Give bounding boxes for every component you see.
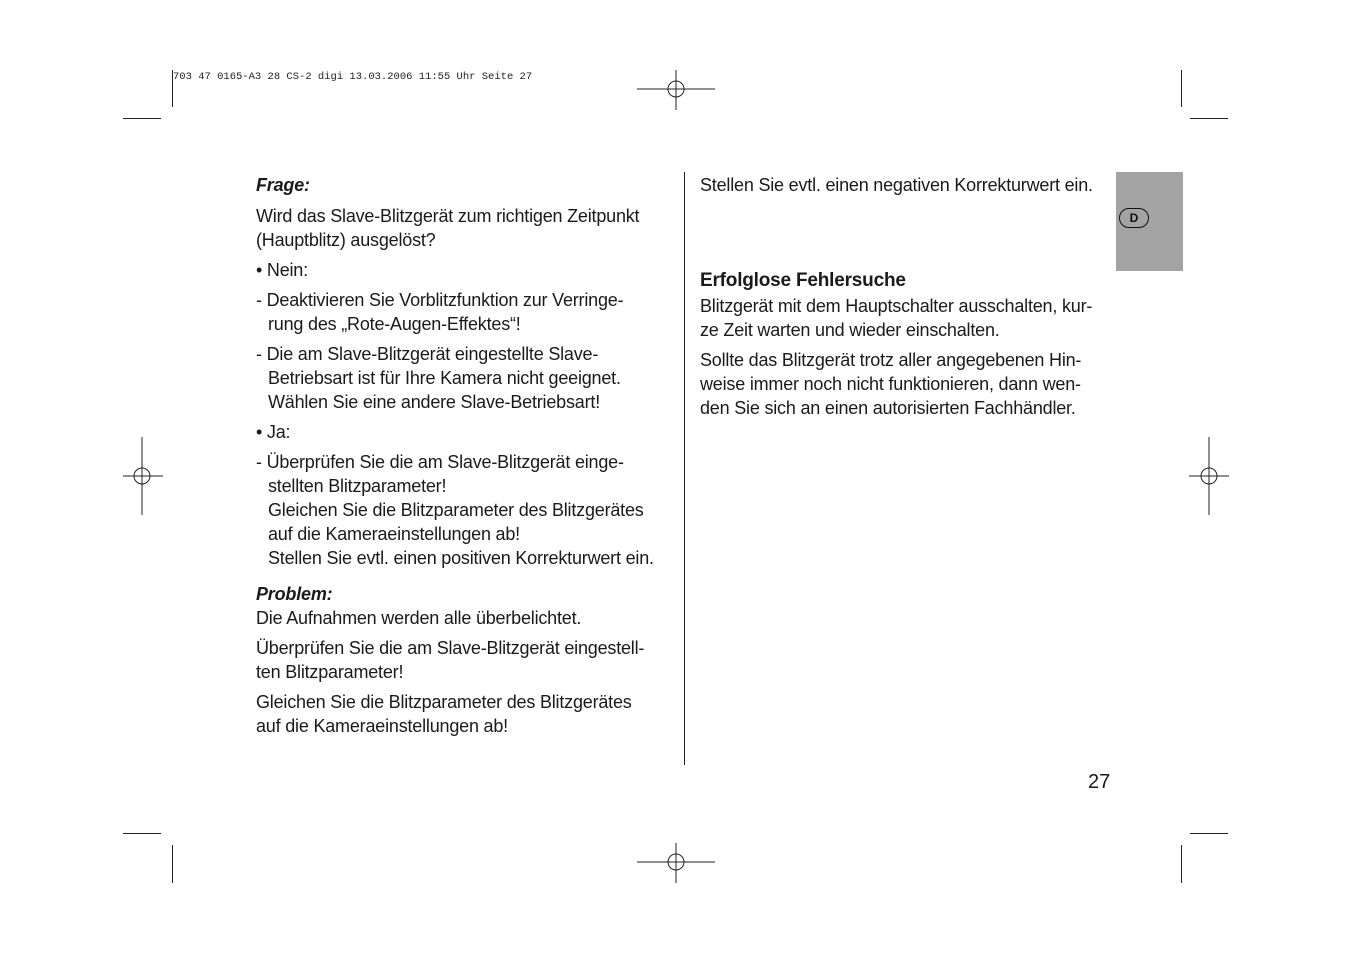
crop-mark	[1190, 118, 1228, 119]
paragraph-line: weise immer noch nicht funktionieren, dann wen-	[700, 374, 1081, 394]
paragraph-line: den Sie sich an einen autorisierten Fachhändler.	[700, 398, 1076, 418]
list-item-line: rung des „Rote-Augen-Effektes“!	[268, 314, 521, 334]
page-number: 27	[1088, 771, 1111, 793]
crop-mark	[1181, 845, 1182, 883]
answer-ja: • Ja:	[256, 422, 291, 442]
registration-mark-top	[637, 70, 715, 110]
negative-correction-text: Stellen Sie evtl. einen negativen Korrekturwert ein.	[700, 175, 1093, 195]
paragraph-line: Blitzgerät mit dem Hauptschalter ausschalten, kur-	[700, 296, 1093, 316]
list-item-line: Gleichen Sie die Blitzparameter des Blitzgerätes	[268, 500, 644, 520]
list-item-line: - Überprüfen Sie die am Slave-Blitzgerät einge-	[256, 452, 624, 472]
section-heading: Erfolglose Fehlersuche	[700, 270, 906, 291]
crop-mark	[123, 118, 161, 119]
list-item-line: auf die Kameraeinstellungen ab!	[268, 524, 520, 544]
list-item-line: Betriebsart ist für Ihre Kamera nicht geeignet.	[268, 368, 621, 388]
list-item-line: Wählen Sie eine andere Slave-Betriebsart!	[268, 392, 600, 412]
column-divider	[684, 172, 685, 765]
paragraph-line: Sollte das Blitzgerät trotz aller angegebenen Hin-	[700, 350, 1082, 370]
list-item-line: - Deaktivieren Sie Vorblitzfunktion zur Verringe-	[256, 290, 624, 310]
right-column	[700, 172, 1115, 420]
crop-mark	[1190, 833, 1228, 834]
crop-mark	[123, 833, 161, 834]
crop-mark	[172, 845, 173, 883]
registration-mark-left	[123, 437, 163, 515]
crop-mark	[172, 70, 173, 107]
language-badge: D	[1119, 208, 1149, 228]
registration-mark-bottom	[637, 843, 715, 883]
list-item-line: stellten Blitzparameter!	[268, 476, 447, 496]
list-item-line: Stellen Sie evtl. einen positiven Korrekturwert ein.	[268, 548, 654, 568]
crop-mark	[1181, 70, 1182, 107]
problem-label: Problem:	[256, 584, 333, 604]
check-text-line: Überprüfen Sie die am Slave-Blitzgerät eingestell-	[256, 638, 645, 658]
left-column	[256, 172, 676, 738]
problem-text: Die Aufnahmen werden alle überbelichtet.	[256, 608, 582, 628]
frage-text-line: Wird das Slave-Blitzgerät zum richtigen Zeitpunkt	[256, 206, 640, 226]
registration-mark-right	[1189, 437, 1229, 515]
list-item-line: - Die am Slave-Blitzgerät eingestellte Slave-	[256, 344, 599, 364]
match-text-line: auf die Kameraeinstellungen ab!	[256, 716, 508, 736]
match-text-line: Gleichen Sie die Blitzparameter des Blitzgerätes	[256, 692, 632, 712]
check-text-line: ten Blitzparameter!	[256, 662, 404, 682]
print-slug: 703 47 0165-A3 28 CS-2 digi 13.03.2006 11:55 Uhr Seite 27	[173, 71, 533, 83]
frage-text-line: (Hauptblitz) ausgelöst?	[256, 230, 436, 250]
paragraph-line: ze Zeit warten und wieder einschalten.	[700, 320, 1000, 340]
answer-nein: • Nein:	[256, 260, 308, 280]
frage-label: Frage:	[256, 175, 310, 195]
